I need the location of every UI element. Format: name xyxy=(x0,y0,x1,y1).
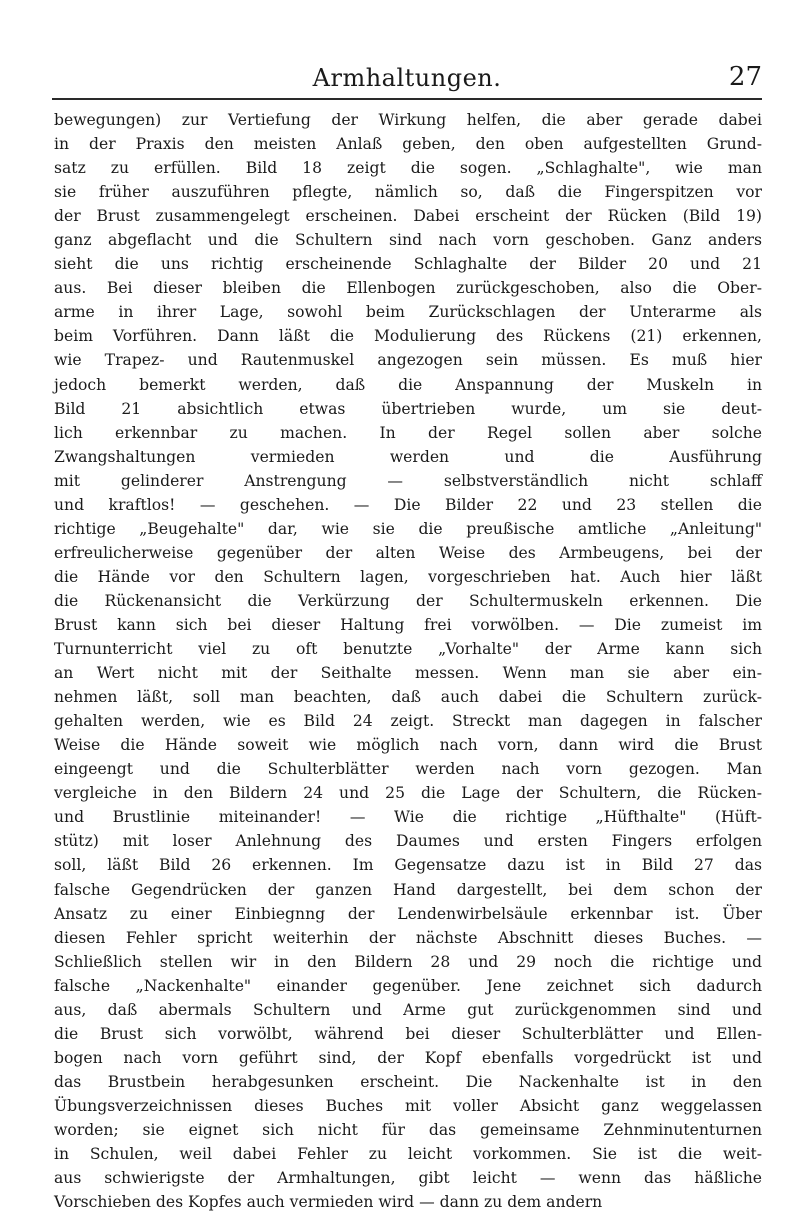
text-line: die Hände vor den Schultern lagen, vorgeschrieben hat. Auch hier läßt xyxy=(54,567,762,586)
running-title: Armhaltungen. xyxy=(312,64,502,92)
text-line: bogen nach vorn geführt sind, der Kopf ebenfalls vorgedrückt ist und xyxy=(54,1048,762,1067)
text-line: die Brust sich vorwölbt, während bei dieser Schulterblätter und Ellen- xyxy=(54,1024,762,1043)
page-number: 27 xyxy=(728,62,762,92)
text-line: in Schulen, weil dabei Fehler zu leicht vorkommen. Sie ist die weit- xyxy=(54,1145,762,1164)
text-line: an Wert nicht mit der Seithalte messen. Wenn man sie aber ein- xyxy=(54,664,762,683)
text-line: aus, daß abermals Schultern und Arme gut zurückgenommen sind und xyxy=(54,1000,762,1019)
text-line: soll, läßt Bild 26 erkennen. Im Gegensatze dazu ist in Bild 27 das xyxy=(54,856,762,875)
text-line: bewegungen) zur Vertiefung der Wirkung helfen, die aber gerade dabei xyxy=(54,111,762,129)
text-line: richtige „Beugehalte" dar, wie sie die preußische amtliche „Anleitung" xyxy=(54,519,762,538)
body-text xyxy=(54,108,762,1214)
text-line: aus schwierigste der Armhaltungen, gibt leicht — wenn das häßliche xyxy=(54,1169,762,1188)
text-line: satz zu erfüllen. Bild 18 zeigt die sogen. „Schlaghalte", wie man xyxy=(54,159,762,178)
text-line: wie Trapez- und Rautenmuskel angezogen sein müssen. Es muß hier xyxy=(54,351,762,370)
text-line: gehalten werden, wie es Bild 24 zeigt. Streckt man dagegen in falscher xyxy=(54,712,762,731)
text-line: nehmen läßt, soll man beachten, daß auch dabei die Schultern zurück- xyxy=(54,688,762,707)
text-line: lich erkennbar zu machen. In der Regel sollen aber solche xyxy=(54,423,762,442)
text-line: eingeengt und die Schulterblätter werden nach vorn gezogen. Man xyxy=(54,760,762,779)
text-line: der Brust zusammengelegt erscheinen. Dabei erscheint der Rücken (Bild 19) xyxy=(54,207,762,226)
text-line: ganz abgeflacht und die Schultern sind nach vorn geschoben. Ganz anders xyxy=(54,231,762,250)
running-header xyxy=(52,58,762,100)
text-line: falsche Gegendrücken der ganzen Hand dargestellt, bei dem schon der xyxy=(54,880,762,899)
text-line: Schließlich stellen wir in den Bildern 28 und 29 noch die richtige und xyxy=(54,952,762,971)
text-line: Brust kann sich bei dieser Haltung frei vorwölben. — Die zumeist im xyxy=(54,615,762,634)
text-line: in der Praxis den meisten Anlaß geben, den oben aufgestellten Grund- xyxy=(54,135,762,154)
text-line: Weise die Hände soweit wie möglich nach vorn, dann wird die Brust xyxy=(54,736,762,755)
text-line: Übungsverzeichnissen dieses Buches mit voller Absicht ganz weggelassen xyxy=(54,1096,762,1115)
text-line: arme in ihrer Lage, sowohl beim Zurückschlagen der Unterarme als xyxy=(54,303,762,322)
text-line: beim Vorführen. Dann läßt die Modulierung des Rückens (21) erkennen, xyxy=(54,327,762,346)
text-line: sie früher auszuführen pflegte, nämlich so, daß die Fingerspitzen vor xyxy=(54,183,762,202)
text-line: aus. Bei dieser bleiben die Ellenbogen zurückgeschoben, also die Ober- xyxy=(54,279,762,298)
text-line: mit gelinderer Anstrengung — selbstverständlich nicht schlaff xyxy=(54,471,762,490)
text-line: Vorschieben des Kopfes auch vermieden wird — dann zu dem andern xyxy=(54,1193,603,1212)
text-line: erfreulicherweise gegenüber der alten Weise des Armbeugens, bei der xyxy=(54,543,762,562)
text-line: und Brustlinie miteinander! — Wie die richtige „Hüfthalte" (Hüft- xyxy=(54,808,762,827)
text-line: die Rückenansicht die Verkürzung der Schultermuskeln erkennen. Die xyxy=(54,591,762,610)
text-line: Ansatz zu einer Einbiegnng der Lendenwirbelsäule erkennbar ist. Über xyxy=(54,904,762,923)
text-line: jedoch bemerkt werden, daß die Anspannung der Muskeln in xyxy=(54,375,762,394)
text-line: Bild 21 absichtlich etwas übertrieben wurde, um sie deut- xyxy=(54,399,762,418)
text-line: und kraftlos! — geschehen. — Die Bilder 22 und 23 stellen die xyxy=(54,495,762,514)
text-line: diesen Fehler spricht weiterhin der nächste Abschnitt dieses Buches. — xyxy=(54,928,762,947)
text-line: sieht die uns richtig erscheinende Schlaghalte der Bilder 20 und 21 xyxy=(54,255,762,274)
text-line: Turnunterricht viel zu oft benutzte „Vorhalte" der Arme kann sich xyxy=(54,640,762,659)
text-line: falsche „Nackenhalte" einander gegenüber. Jene zeichnet sich dadurch xyxy=(54,976,762,995)
text-line: vergleiche in den Bildern 24 und 25 die Lage der Schultern, die Rücken- xyxy=(54,784,762,803)
text-line: das Brustbein herabgesunken erscheint. Die Nackenhalte ist in den xyxy=(54,1072,762,1091)
text-line: stütz) mit loser Anlehnung des Daumes und ersten Fingers erfolgen xyxy=(54,832,762,851)
text-line: worden; sie eignet sich nicht für das gemeinsame Zehnminutenturnen xyxy=(54,1120,762,1139)
text-line: Zwangshaltungen vermieden werden und die Ausführung xyxy=(54,447,762,466)
